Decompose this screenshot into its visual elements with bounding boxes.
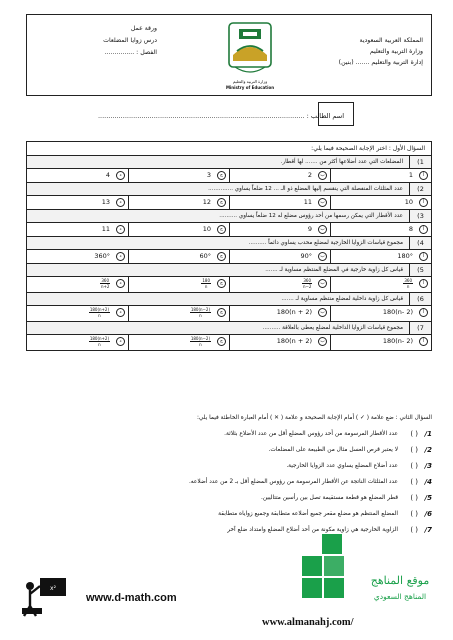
statement-text: المضلع المنتظم هو مضلع مقعر جميع أضلاعه متطابقة وجميع زواياه متطابقة xyxy=(218,511,398,517)
option-letter: ج xyxy=(217,171,226,180)
question-row xyxy=(27,209,431,222)
option-b[interactable] xyxy=(229,169,330,182)
answer-box[interactable]: ( ) xyxy=(410,462,418,470)
option-letter: أ xyxy=(419,308,428,317)
fraction-denominator: n xyxy=(199,342,202,347)
option-c[interactable] xyxy=(128,250,229,263)
option-value: 4 xyxy=(105,171,110,179)
option-fraction xyxy=(201,278,211,289)
option-a[interactable] xyxy=(330,250,431,263)
option-letter: ب xyxy=(318,279,327,288)
statement-item xyxy=(84,444,432,460)
option-value: 12 xyxy=(202,198,211,206)
option-c[interactable] xyxy=(128,306,229,321)
option-value: 11 xyxy=(303,198,312,206)
statement-text: الزاوية الخارجية هي زاوية مكونة من أحد أضلاع المضلع وامتداد ضلع آخر xyxy=(227,527,398,533)
option-value: 11 xyxy=(101,225,110,233)
option-b[interactable] xyxy=(229,223,330,236)
answer-box[interactable]: ( ) xyxy=(410,478,418,486)
option-letter: أ xyxy=(419,198,428,207)
worksheet-label: ورقة عمل xyxy=(130,25,157,32)
answer-box[interactable]: ( ) xyxy=(410,430,418,438)
fraction-numerator: 180(n−2) xyxy=(190,336,210,341)
option-value: 90° xyxy=(300,252,312,260)
statement-number: 5/ xyxy=(424,494,432,502)
option-letter: د xyxy=(116,198,125,207)
statement-item xyxy=(84,508,432,524)
fraction-denominator: n xyxy=(98,313,101,318)
option-value: 180(n + 2) xyxy=(276,308,312,316)
option-value: 180° xyxy=(397,252,413,260)
option-fraction xyxy=(89,307,110,318)
option-d[interactable] xyxy=(27,169,128,182)
option-letter: د xyxy=(116,279,125,288)
question-row xyxy=(27,292,431,305)
teacher-board-icon xyxy=(20,574,68,618)
fraction-denominator: n xyxy=(98,342,101,347)
option-letter: د xyxy=(116,252,125,261)
option-a[interactable] xyxy=(330,223,431,236)
option-letter: ب xyxy=(318,198,327,207)
class-line: الفصل : ............... xyxy=(104,49,157,56)
statement-number: 3/ xyxy=(424,462,432,470)
options-row xyxy=(27,334,431,350)
question-text: مجموع قياسات الزوايا الداخلية لمضلع يعطى بالعلاقة .......... xyxy=(262,325,403,331)
option-a[interactable] xyxy=(330,306,431,321)
dmath-url[interactable]: www.d-math.com xyxy=(86,592,177,604)
option-c[interactable] xyxy=(128,223,229,236)
options-row xyxy=(27,195,431,209)
question-number: 2) xyxy=(409,183,431,195)
fraction-numerator: 180(n−2) xyxy=(190,307,210,312)
question-row xyxy=(27,236,431,249)
question-number: 7) xyxy=(409,322,431,334)
option-d[interactable] xyxy=(27,223,128,236)
question-text: قياس كل زاوية داخلية لمضلع منتظم مساوية لـ ....... xyxy=(281,296,403,302)
option-c[interactable] xyxy=(128,196,229,209)
answer-box[interactable]: ( ) xyxy=(410,526,418,534)
option-d[interactable] xyxy=(27,306,128,321)
option-value: 8 xyxy=(408,225,413,233)
answer-box[interactable]: ( ) xyxy=(410,494,418,502)
statement-number: 7/ xyxy=(424,526,432,534)
fraction-numerator: 360 xyxy=(303,278,311,283)
fraction-numerator: 360 xyxy=(404,278,412,283)
statement-number: 2/ xyxy=(424,446,432,454)
option-letter: أ xyxy=(419,279,428,288)
option-letter: ب xyxy=(318,308,327,317)
option-letter: ج xyxy=(217,279,226,288)
option-letter: ب xyxy=(318,171,327,180)
statement-item xyxy=(84,428,432,444)
options-row xyxy=(27,168,431,182)
option-letter: أ xyxy=(419,252,428,261)
question-text: عدد المثلثات المنفصلة التي ينقسم إليها المضلع ذو الـ ... 12 ضلعاً يساوي .............. xyxy=(208,186,403,192)
option-letter: د xyxy=(116,308,125,317)
option-letter: د xyxy=(116,225,125,234)
option-letter: ج xyxy=(217,252,226,261)
statement-text: عدد المثلثات الناتجة عن الأقطار المرسومة من رؤوس المضلع أقل بـ 2 من عدد أضلاعه. xyxy=(188,479,398,485)
statement-item xyxy=(84,476,432,492)
question-text: عدد الأقطار التي يمكن رسمها من أحد رؤوس مضلع له 12 ضلعاً يساوي .......... xyxy=(219,213,403,219)
option-b[interactable] xyxy=(229,196,330,209)
section1-title: السؤال الأول : اختر الإجابة الصحيحة فيما يلي: xyxy=(311,145,425,152)
option-d[interactable] xyxy=(27,335,128,350)
fraction-numerator: 180 xyxy=(202,278,210,283)
section2-title: السؤال الثاني : ضع علامة ( ✓ ) أمام الإجابة الصحيحة و علامة ( ✕ ) أمام العبارة الخاطئة فيما يلي: xyxy=(196,415,432,421)
option-b[interactable] xyxy=(229,306,330,321)
option-b[interactable] xyxy=(229,277,330,292)
question-row xyxy=(27,155,431,168)
header-box xyxy=(26,14,432,96)
option-value: 180(n + 2) xyxy=(276,337,312,345)
option-d[interactable] xyxy=(27,196,128,209)
option-fraction xyxy=(190,336,211,347)
question-text: المضلعات التي عدد أضلاعها أكثر من ....... لها أقطار. xyxy=(280,159,403,165)
options-row xyxy=(27,222,431,236)
options-row xyxy=(27,276,431,292)
option-letter: ب xyxy=(318,337,327,346)
option-d[interactable] xyxy=(27,277,128,292)
question-number: 4) xyxy=(409,237,431,249)
student-name-line: اسم الطالب : .................................................................................................... xyxy=(97,112,344,120)
option-letter: أ xyxy=(419,171,428,180)
statement-text: قطر المضلع هو قطعة مستقيمة تصل بين رأسين متتاليين. xyxy=(261,495,398,501)
option-b[interactable] xyxy=(229,335,330,350)
question-row xyxy=(27,182,431,195)
option-value: 10 xyxy=(202,225,211,233)
question-text: قياس كل زاوية خارجية في المضلع المنتظم مساوية لـ ....... xyxy=(265,267,403,273)
question-number: 3) xyxy=(409,210,431,222)
option-c[interactable] xyxy=(128,169,229,182)
option-d[interactable] xyxy=(27,250,128,263)
option-fraction xyxy=(100,278,110,289)
option-letter: ب xyxy=(318,252,327,261)
statement-item xyxy=(84,524,432,540)
statement-number: 6/ xyxy=(424,510,432,518)
almanahj-logo-icon xyxy=(300,532,360,602)
option-value: 10 xyxy=(404,198,413,206)
options-row xyxy=(27,305,431,321)
option-value: 180(n- 2) xyxy=(382,308,413,316)
option-fraction xyxy=(403,278,413,289)
ministry-name: وزارة التربية والتعليم xyxy=(369,48,423,55)
header-left xyxy=(37,23,157,59)
option-b[interactable] xyxy=(229,250,330,263)
question-number: 1) xyxy=(409,156,431,168)
option-letter: ج xyxy=(217,337,226,346)
statement-number: 1/ xyxy=(424,430,432,438)
fraction-denominator: n xyxy=(406,284,410,289)
option-value: 9 xyxy=(307,225,312,233)
header-right xyxy=(293,35,423,68)
statement-text: لا يعتبر قرص العسل مثال من الطبيعة على المضلعات. xyxy=(268,447,398,453)
option-value: 1 xyxy=(408,171,413,179)
option-value: 3 xyxy=(206,171,211,179)
admin-name: إدارة التربية والتعليم ....... (بنين) xyxy=(338,59,423,66)
statement-item xyxy=(84,460,432,476)
option-letter: ب xyxy=(318,225,327,234)
option-letter: ج xyxy=(217,198,226,207)
fraction-numerator: 180(n+2) xyxy=(89,336,109,341)
option-fraction xyxy=(190,307,211,318)
fraction-denominator: n−2 xyxy=(302,284,312,289)
statement-number: 4/ xyxy=(424,478,432,486)
statement-text: عدد أضلاع المضلع يساوي عدد الزوايا الخارجية. xyxy=(286,463,398,469)
fraction-numerator: 180(n+2) xyxy=(89,307,109,312)
option-a[interactable] xyxy=(330,277,431,292)
question-number: 6) xyxy=(409,293,431,305)
logo-caption-english: Ministry of Education xyxy=(225,85,275,90)
multiple-choice-table xyxy=(26,141,432,351)
option-c[interactable] xyxy=(128,277,229,292)
option-a[interactable] xyxy=(330,169,431,182)
option-letter: أ xyxy=(419,225,428,234)
lesson-title: درس زوايا المضلعات xyxy=(103,37,157,44)
option-fraction xyxy=(89,336,110,347)
option-c[interactable] xyxy=(128,335,229,350)
answer-box[interactable]: ( ) xyxy=(410,510,418,518)
fraction-denominator: n xyxy=(199,313,202,318)
statement-item xyxy=(84,492,432,508)
ministry-logo xyxy=(223,21,277,87)
option-letter: ج xyxy=(217,308,226,317)
svg-text:x²: x² xyxy=(50,585,56,592)
fraction-denominator: n xyxy=(204,284,208,289)
almanahj-url[interactable]: www.almanahj.com/ xyxy=(262,617,354,628)
option-value: 13 xyxy=(101,198,110,206)
fraction-numerator: 360 xyxy=(101,278,109,283)
options-row xyxy=(27,249,431,263)
option-letter: د xyxy=(116,337,125,346)
answer-box[interactable]: ( ) xyxy=(410,446,418,454)
option-value: 2 xyxy=(307,171,312,179)
question-number: 5) xyxy=(409,264,431,276)
site-name: موقع المناهج xyxy=(370,574,430,587)
kingdom-name: المملكة العربية السعودية xyxy=(359,37,423,44)
logo-caption-arabic: وزارة التربية والتعليم xyxy=(232,79,268,84)
option-letter: د xyxy=(116,171,125,180)
option-a[interactable] xyxy=(330,335,431,350)
option-value: 60° xyxy=(199,252,211,260)
option-fraction xyxy=(302,278,312,289)
option-letter: ج xyxy=(217,225,226,234)
option-letter: أ xyxy=(419,337,428,346)
site-subtitle: المناهج السعودي xyxy=(373,592,427,601)
option-a[interactable] xyxy=(330,196,431,209)
fraction-denominator: n+2 xyxy=(100,284,110,289)
true-false-list xyxy=(84,428,432,540)
question-row xyxy=(27,321,431,334)
option-value: 360° xyxy=(94,252,110,260)
question-text: مجموع قياسات الزوايا الخارجية لمضلع محدب يساوي دائماً .......... xyxy=(248,240,403,246)
question-row xyxy=(27,263,431,276)
option-value: 180(n- 2) xyxy=(382,337,413,345)
statement-text: عدد الأقطار المرسومة من أحد رؤوس المضلع أقل من عدد الأضلاع بثلاثة. xyxy=(224,431,398,437)
